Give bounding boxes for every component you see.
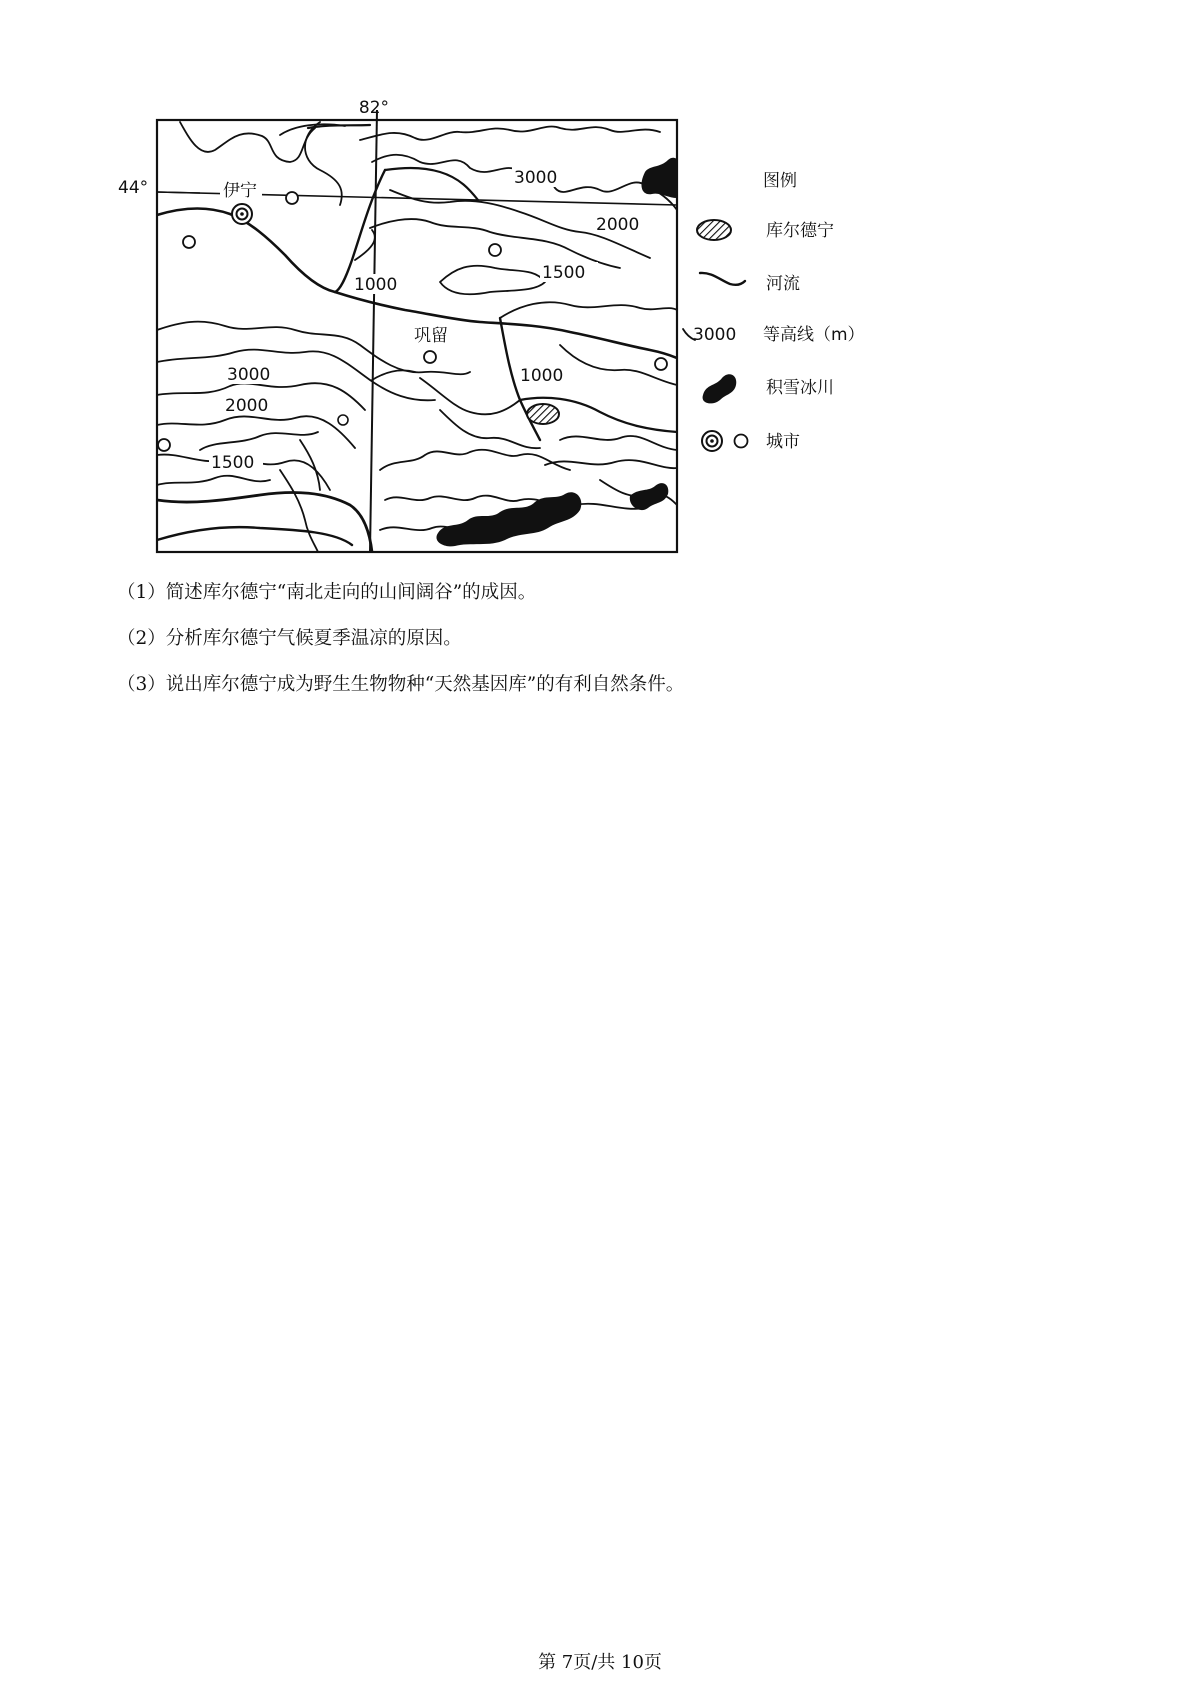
map-legend <box>683 171 865 452</box>
contour-line <box>440 410 540 448</box>
tributary-river <box>385 168 478 200</box>
contour-line <box>440 266 545 295</box>
longitude-label: 82° <box>358 98 390 118</box>
legend-label-contour: 等高线（m） <box>763 325 865 345</box>
topographic-map <box>0 0 1200 560</box>
city-icon-dot <box>710 439 714 443</box>
contour-label: 3000 <box>514 168 558 188</box>
legend-label-glacier: 积雪冰川 <box>766 378 834 398</box>
town-marker <box>424 351 436 363</box>
contour-line <box>157 476 270 485</box>
contour-label: 3000 <box>227 365 271 385</box>
page-footer: 第 7页/共 10页 <box>538 1652 662 1673</box>
town-marker <box>286 192 298 204</box>
city-marker <box>240 212 244 216</box>
city-label-gongliu: 巩留 <box>414 326 448 346</box>
river-icon <box>700 273 745 285</box>
legend-contour-value: 3000 <box>693 325 737 345</box>
glacier-patch <box>630 483 669 510</box>
question-1: （1）简述库尔德宁“南北走向的山间阔谷”的成因。 <box>117 582 537 603</box>
contour-label: 1000 <box>520 366 564 386</box>
town-marker <box>183 236 195 248</box>
legend-label-river: 河流 <box>766 274 800 294</box>
legend-label-city: 城市 <box>766 432 800 452</box>
question-3: （3）说出库尔德宁成为野生生物物种“天然基因库”的有利自然条件。 <box>117 674 685 695</box>
meridian-82 <box>370 110 377 552</box>
town-icon <box>735 435 748 448</box>
legend-title: 图例 <box>763 171 797 191</box>
city-label-yining: 伊宁 <box>223 181 257 201</box>
contour-line <box>385 496 645 509</box>
contour-line <box>360 126 660 140</box>
hatched-oval-icon <box>697 220 731 240</box>
question-2: （2）分析库尔德宁气候夏季温凉的原因。 <box>117 628 462 649</box>
contour-label: 2000 <box>225 396 269 416</box>
southern-river <box>157 527 352 545</box>
kuerdening-marker <box>527 404 559 424</box>
contour-line <box>500 302 677 318</box>
southern-river <box>157 492 372 552</box>
glacier-patch <box>641 158 677 198</box>
town-marker <box>489 244 501 256</box>
contour-label: 1500 <box>211 453 255 473</box>
latitude-tick <box>157 192 200 193</box>
town-marker <box>655 358 667 370</box>
contour-label: 1500 <box>542 263 586 283</box>
contour-line <box>380 450 570 470</box>
legend-label-kuerdening: 库尔德宁 <box>766 221 834 241</box>
tributary-river <box>308 125 370 128</box>
contour-line <box>305 122 342 205</box>
contour-label: 1000 <box>354 275 398 295</box>
contour-line <box>420 378 520 414</box>
tributary-river <box>335 170 385 292</box>
contour-line <box>560 436 677 450</box>
glacier-icon <box>703 374 737 403</box>
contour-line <box>280 470 318 552</box>
latitude-label: 44° <box>118 178 149 198</box>
contour-label: 2000 <box>596 215 640 235</box>
town-marker <box>338 415 348 425</box>
contour-line <box>545 460 677 468</box>
town-marker <box>158 439 170 451</box>
contour-line <box>157 416 355 448</box>
